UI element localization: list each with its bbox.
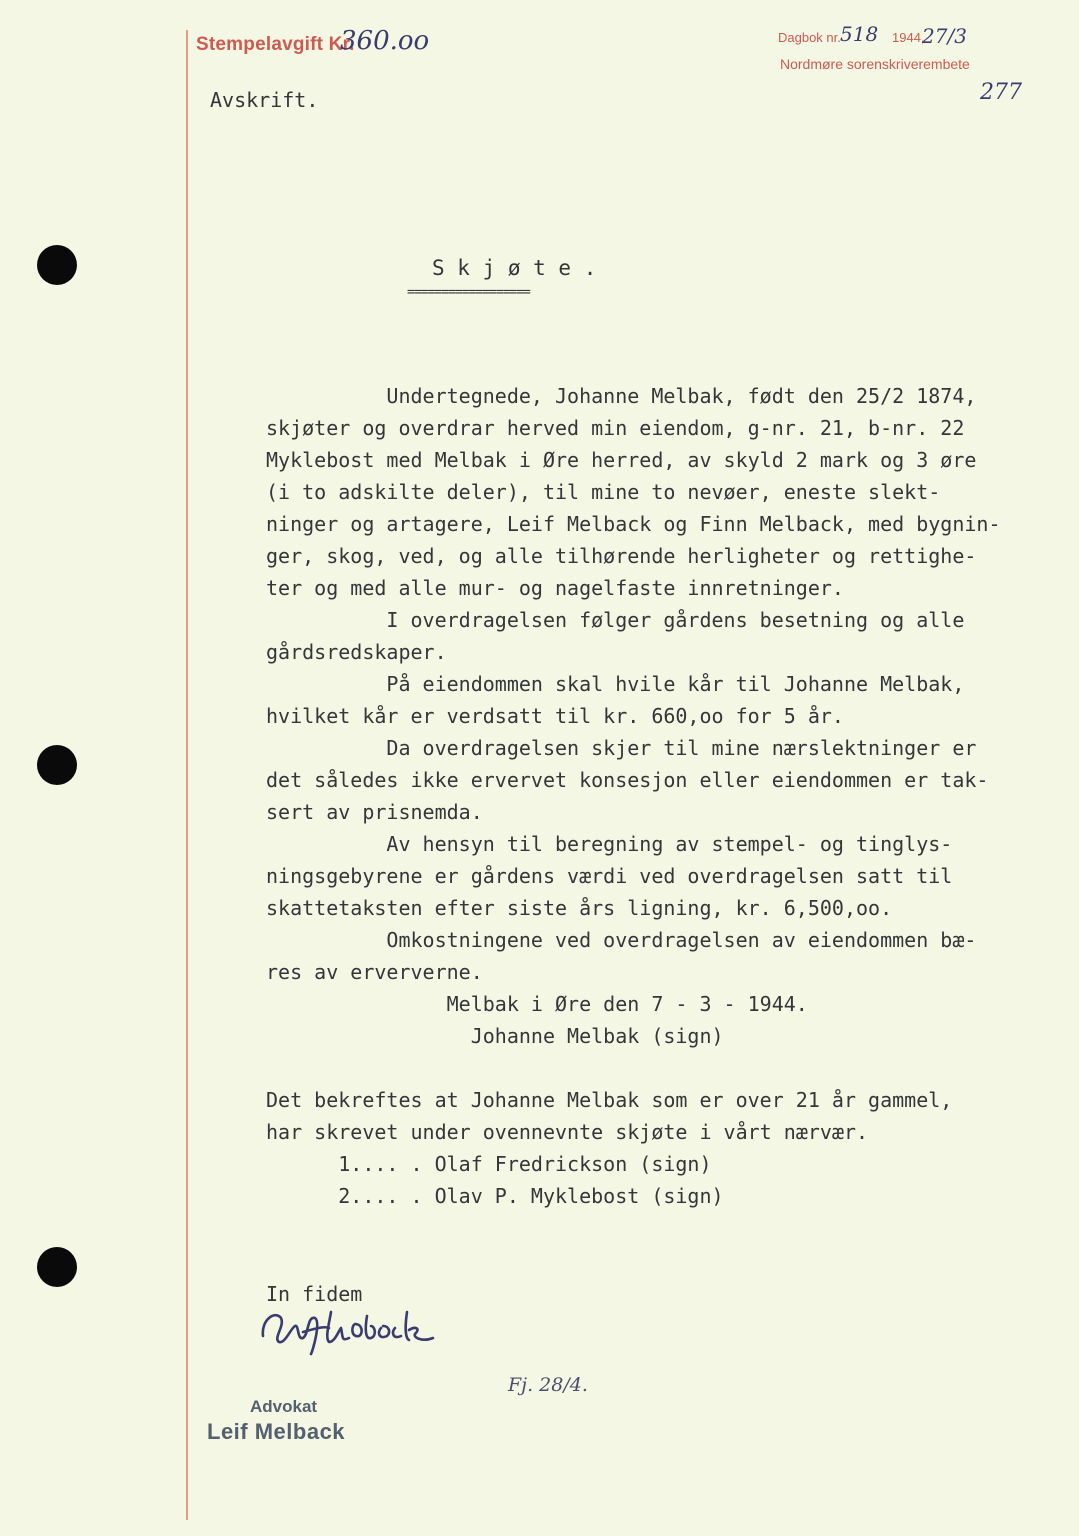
deed-line: res av erververne. — [266, 960, 483, 984]
lawyer-stamp-title: Advokat — [250, 1397, 318, 1416]
deed-line: 2.... . Olav P. Myklebost (sign) — [266, 1184, 724, 1208]
deed-line: skjøter og overdrar herved min eiendom, g-nr. 21, b-nr. 22 — [266, 416, 965, 440]
deed-line: hvilket kår er verdsatt til kr. 660,oo for 5 år. — [266, 704, 844, 728]
dagbok-label: Dagbok nr. — [778, 30, 841, 45]
deed-line: I overdragelsen følger gårdens besetning og alle — [266, 608, 965, 632]
punch-hole-middle — [37, 745, 77, 785]
handwritten-initials: Fj. 28/4. — [508, 1374, 588, 1396]
deed-line: Da overdragelsen skjer til mine nærslektninger er — [266, 736, 977, 760]
deed-line: sert av prisnemda. — [266, 800, 483, 824]
deed-line: gårdsredskaper. — [266, 640, 447, 664]
folio-number: 277 — [980, 80, 1022, 105]
deed-line: Johanne Melbak (sign) — [266, 1024, 724, 1048]
margin-rule — [186, 30, 188, 1520]
stamp-fee-amount: 360.oo — [340, 26, 430, 56]
deed-line: Det bekreftes at Johanne Melbak som er over 21 år gammel, — [266, 1088, 953, 1112]
deed-line: (i to adskilte deler), til mine to nevøer, eneste slekt- — [266, 480, 941, 504]
court-office-name: Nordmøre sorenskriverembete — [780, 56, 970, 72]
title-underline: ================== — [407, 285, 530, 300]
deed-line: ningsgebyrene er gårdens værdi ved overdragelsen satt til — [266, 864, 953, 888]
in-fidem-label: In fidem — [266, 1282, 363, 1306]
stamp-fee-label: Stempelavgift Kr. — [196, 34, 355, 55]
deed-line: 1.... . Olaf Fredrickson (sign) — [266, 1152, 712, 1176]
lawyer-stamp-name: Leif Melback — [207, 1419, 346, 1444]
dagbok-number: 518 — [840, 22, 879, 46]
deed-line: Myklebost med Melbak i Øre herred, av skyld 2 mark og 3 øre — [266, 448, 977, 472]
deed-line — [266, 1052, 1001, 1084]
handwritten-signature — [255, 1298, 455, 1358]
deed-line: har skrevet under ovennevnte skjøte i vårt nærvær. — [266, 1120, 869, 1144]
deed-line: det således ikke ervervet konsesjon eller eiendommen er tak- — [266, 768, 989, 792]
deed-line: skattetaksten efter siste års ligning, kr. 6,500,oo. — [266, 896, 893, 920]
deed-line: Undertegnede, Johanne Melbak, født den 25/2 1874, — [266, 384, 977, 408]
deed-line: Av hensyn til beregning av stempel- og tinglys- — [266, 832, 953, 856]
deed-line: ger, skog, ved, og alle tilhørende herligheter og rettighe- — [266, 544, 977, 568]
dagbok-date: 27/3 — [922, 24, 967, 48]
deed-body — [266, 380, 1001, 1212]
copy-label: Avskrift. — [210, 88, 319, 112]
deed-line: Melbak i Øre den 7 - 3 - 1944. — [266, 992, 808, 1016]
deed-line: ninger og artagere, Leif Melback og Finn Melback, med bygnin- — [266, 512, 1001, 536]
deed-line: ter og med alle mur- og nagelfaste innretninger. — [266, 576, 844, 600]
deed-line: Omkostningene ved overdragelsen av eiendommen bæ- — [266, 928, 977, 952]
dagbok-year: 1944, — [892, 30, 925, 45]
punch-hole-top — [37, 245, 77, 285]
deed-line: På eiendommen skal hvile kår til Johanne Melbak, — [266, 672, 965, 696]
punch-hole-bottom — [37, 1247, 77, 1287]
document-title: S k j ø t e . — [432, 256, 597, 280]
